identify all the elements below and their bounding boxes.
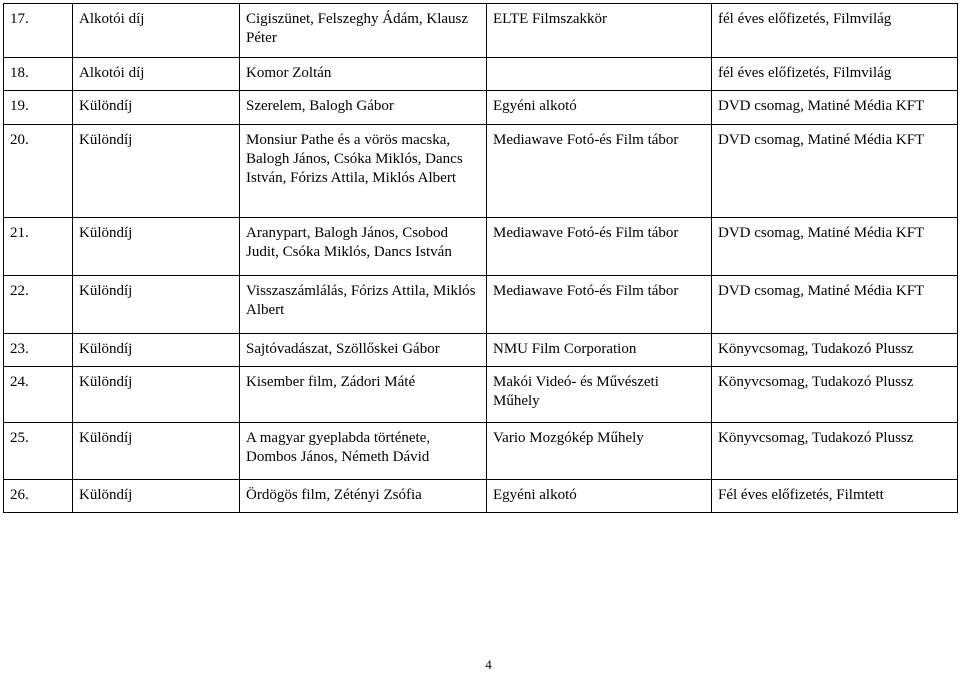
table-row [4,334,958,367]
cell-work: Ördögös film, Zétényi Zsófia [240,480,487,513]
cell-prize: DVD csomag, Matiné Média KFT [712,125,958,218]
cell-number: 21. [4,218,73,276]
table-row [4,276,958,334]
table-row [4,423,958,480]
cell-prize: Fél éves előfizetés, Filmtett [712,480,958,513]
cell-prize: DVD csomag, Matiné Média KFT [712,91,958,125]
cell-work: A magyar gyeplabda története, Dombos János, Németh Dávid [240,423,487,480]
cell-award-type: Alkotói díj [73,58,240,91]
cell-work: Visszaszámlálás, Fórizs Attila, Miklós Albert [240,276,487,334]
cell-number: 19. [4,91,73,125]
cell-number: 17. [4,4,73,58]
cell-organization: Mediawave Fotó-és Film tábor [487,276,712,334]
cell-award-type: Különdíj [73,367,240,423]
cell-work: Sajtóvadászat, Szöllőskei Gábor [240,334,487,367]
table-row [4,125,958,218]
cell-prize: DVD csomag, Matiné Média KFT [712,218,958,276]
cell-work: Monsiur Pathe és a vörös macska, Balogh János, Csóka Miklós, Dancs István, Fórizs Attila, Miklós Albert [240,125,487,218]
cell-number: 26. [4,480,73,513]
cell-number: 24. [4,367,73,423]
cell-work: Aranypart, Balogh János, Csobod Judit, Csóka Miklós, Dancs István [240,218,487,276]
cell-award-type: Különdíj [73,423,240,480]
cell-prize: Könyvcsomag, Tudakozó Plussz [712,334,958,367]
cell-award-type: Különdíj [73,334,240,367]
page-number: 4 [485,657,492,672]
table-row [4,367,958,423]
table-row [4,91,958,125]
cell-prize: Könyvcsomag, Tudakozó Plussz [712,423,958,480]
cell-organization: Egyéni alkotó [487,480,712,513]
cell-organization: ELTE Filmszakkör [487,4,712,58]
cell-work: Komor Zoltán [240,58,487,91]
table-row [4,58,958,91]
cell-number: 25. [4,423,73,480]
cell-work: Cigiszünet, Felszeghy Ádám, Klausz Péter [240,4,487,58]
cell-organization: Mediawave Fotó-és Film tábor [487,125,712,218]
cell-organization: Mediawave Fotó-és Film tábor [487,218,712,276]
cell-award-type: Különdíj [73,91,240,125]
cell-number: 20. [4,125,73,218]
cell-organization [487,58,712,91]
awards-table [3,3,958,513]
cell-organization: NMU Film Corporation [487,334,712,367]
table-row [4,4,958,58]
cell-prize: fél éves előfizetés, Filmvilág [712,4,958,58]
cell-award-type: Különdíj [73,218,240,276]
table-row [4,480,958,513]
cell-organization: Vario Mozgókép Műhely [487,423,712,480]
cell-prize: fél éves előfizetés, Filmvilág [712,58,958,91]
cell-award-type: Alkotói díj [73,4,240,58]
cell-number: 23. [4,334,73,367]
cell-number: 18. [4,58,73,91]
cell-work: Kisember film, Zádori Máté [240,367,487,423]
cell-award-type: Különdíj [73,276,240,334]
cell-prize: Könyvcsomag, Tudakozó Plussz [712,367,958,423]
table-row [4,218,958,276]
cell-work: Szerelem, Balogh Gábor [240,91,487,125]
cell-prize: DVD csomag, Matiné Média KFT [712,276,958,334]
cell-organization: Makói Videó- és Művészeti Műhely [487,367,712,423]
cell-number: 22. [4,276,73,334]
cell-award-type: Különdíj [73,480,240,513]
cell-award-type: Különdíj [73,125,240,218]
cell-organization: Egyéni alkotó [487,91,712,125]
